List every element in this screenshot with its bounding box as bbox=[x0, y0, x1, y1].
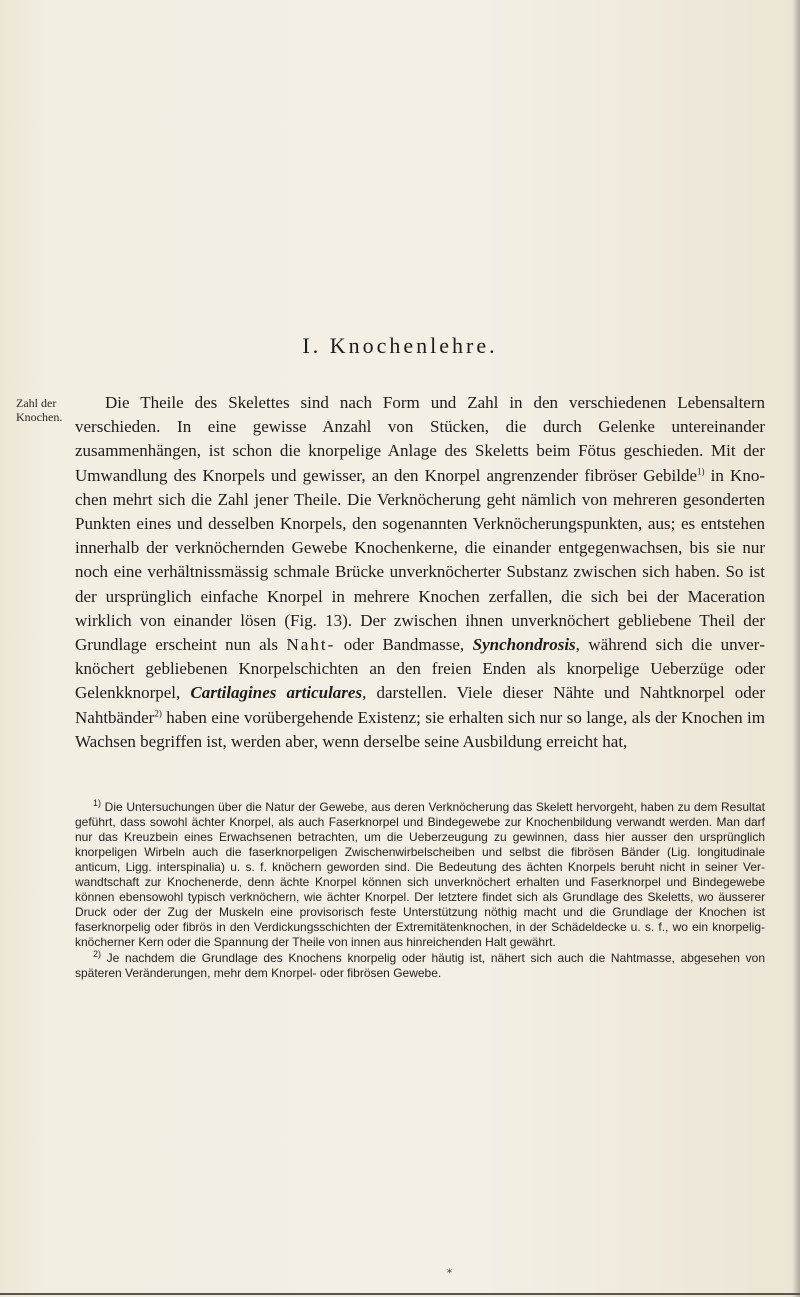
chapter-title: I. Knochenlehre. bbox=[302, 333, 498, 358]
footnote-1-marker: 1) bbox=[93, 798, 102, 808]
footnote-ref-1: 1) bbox=[697, 465, 705, 476]
page-edge-shadow bbox=[792, 0, 800, 1297]
footnote-1 bbox=[75, 800, 765, 950]
text-segment-5: , darstellen. Viele dieser Nähte und Nahtknorpel oder Nahtbänder bbox=[75, 683, 765, 727]
text-segment-2: in Knochen mehrt sich die Zahl jener Theile. Die Verknöcherung geht nämlich von mehreren gesonderten Punkten eines und desselben Knorpels, den sogenannten Verknöcherungspunkten, aus; es entstehen innerhalb der verknöchernden Gewebe Knochenkerne, die einander entgegenwachsen, bis sie nur noch eine verhältnissmässig schmale Brücke unverknöcherter Substanz zwischen sich haben. So ist der ursprünglich einfache Knorpel in mehrere Knochen zerfallen, die sich bei der Maceration wirklich von einander lösen (Fig. 13). Der zwischen ihnen unverknöchert gebliebene Theil der Grundlage erscheint nun als bbox=[75, 465, 765, 655]
term-cartilagines-articulares: Cartilagines articulares bbox=[190, 683, 363, 703]
margin-note-line-2: Knochen. bbox=[16, 410, 63, 424]
text-segment-3: oder Bandmasse, bbox=[335, 635, 473, 655]
main-paragraph bbox=[75, 391, 765, 754]
footnotes bbox=[75, 800, 765, 982]
footnote-2-marker: 2) bbox=[93, 949, 102, 959]
text-segment-1: Die Theile des Skelettes sind nach Form und Zahl in den verschiedenen Lebensaltern verschieden. In eine gewisse Anzahl von Stücken, die durch Gelenke untereinander zusammenhängen, ist schon die knorpelige Anlage des Skeletts beim Fötus geschieden. Mit der Umwandlung des Knorpels und gewisser, an den Knorpel angrenzender fibröser Gebilde bbox=[75, 393, 765, 485]
bottom-rule bbox=[0, 1293, 800, 1295]
margin-note-line-1: Zahl der bbox=[16, 396, 57, 410]
footnote-2 bbox=[75, 951, 765, 981]
footnote-ref-2: 2) bbox=[154, 707, 162, 718]
term-naht: Naht- bbox=[286, 635, 336, 655]
bottom-mark: * bbox=[447, 1268, 452, 1279]
text-segment-4: , während sich die unverknöchert gebliebenen Knorpelschichten an den freien Enden als knorpelige Ueberzüge oder Gelenkknorpel, bbox=[75, 635, 766, 703]
text-segment-6: haben eine vorübergehende Existenz; sie erhalten sich nur so lange, als der Knochen im Wachsen begriffen ist, werden aber, wenn derselbe seine Ausbildung erreicht hat, bbox=[75, 707, 765, 751]
footnote-1-text: Die Untersuchungen über die Natur der Gewebe, aus deren Verknöcherung das Skelett hervorgeht, haben zu dem Resultat geführt, dass sowohl ächter Knorpel, als auch Faserknorpel und Bindegewebe zur Knochenbildung verwandt werden. Man darf nur das Kreuzbein eines Erwachsenen betrachten, um die Ueberzeugung zu gewinnen, dass hier ausser den ursprünglich knorpeligen Wirbeln auch die faserknorpeligen Zwischenwirbelscheiben und selbst die fibrösen Bänder (Lig. longitudinale anticum, Ligg. interspinalia) u. s. f. knöchern geworden sind. Die Bedeutung des ächten Knorpels beruht nicht in seiner Verwandtschaft zur Knochenerde, denn ächte Knorpel können sich unverknöchert erhalten und Faserknorpel und Bindegewebe können ebensowohl typisch verknöchern, wie ächter Knorpel. Der letztere findet sich als Grundlage des Skeletts, wo äusserer Druck oder der Zug der Muskeln eine provisorisch feste Unterstützung nöthig macht und die Grundlage der Knochen ist faserknorpelig oder fibrös in den Verdickungsschichten der Extremitätenknochen, in der Schädeldecke u. s. f., wo ein knorpelig-knöcherner Kern oder die Spannung der Theile von innen aus hinreichenden Halt gewährt. bbox=[75, 800, 765, 949]
footnote-2-text: Je nachdem die Grundlage des Knochens knorpelig oder häutig ist, nähert sich auch die Nahtmasse, abgesehen von späteren Veränderungen, mehr dem Knorpel- oder fibrösen Gewebe. bbox=[75, 951, 765, 980]
margin-note bbox=[16, 396, 70, 424]
term-synchondrosis: Synchondrosis bbox=[472, 635, 576, 655]
